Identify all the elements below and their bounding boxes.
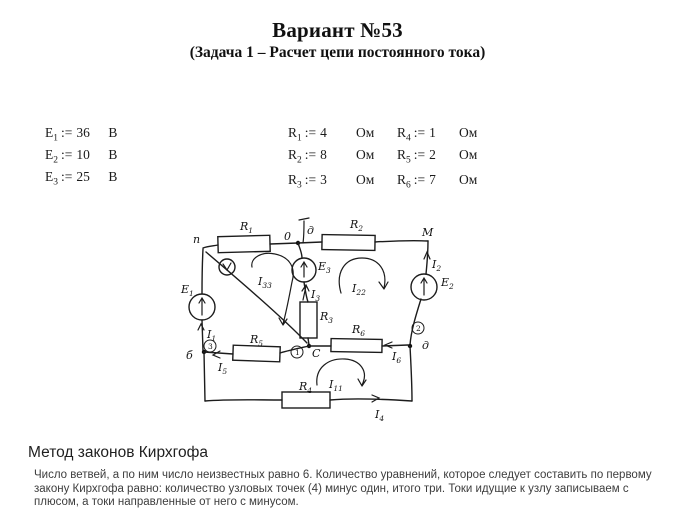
emf-symbol: E bbox=[45, 125, 54, 140]
wire-node2-corner bbox=[410, 346, 412, 401]
page-title: Вариант №53 bbox=[272, 18, 403, 42]
node-label-b: б bbox=[186, 349, 193, 362]
direction-marker-glyph bbox=[223, 263, 231, 270]
label-r5: $R_5$ bbox=[250, 333, 264, 348]
emf-value: 36 bbox=[76, 125, 90, 140]
resistor-value: 1 bbox=[429, 125, 436, 140]
resistor-row bbox=[288, 122, 477, 144]
loop-arrow-i33 bbox=[252, 253, 293, 325]
resistor-unit: Ом bbox=[356, 147, 375, 162]
label-r2: $R_2$ bbox=[350, 218, 364, 233]
resistor-value: 8 bbox=[320, 147, 327, 162]
assign-operator: := bbox=[61, 147, 73, 162]
resistor-subscript: 4 bbox=[406, 133, 411, 144]
node-label-m: M bbox=[422, 226, 434, 239]
source-e3-arrow bbox=[301, 262, 307, 277]
node-label-d-right: д bbox=[422, 339, 429, 352]
resistor-r3 bbox=[300, 302, 317, 338]
resistor-values bbox=[288, 122, 477, 191]
resistor-r5 bbox=[233, 345, 280, 362]
resistor-symbol: R bbox=[288, 172, 298, 187]
label-r3: $R_3$ bbox=[320, 310, 334, 325]
method-paragraph: Число ветвей, а по ним число неизвестных равно 6. Количество уравнений, которое следует составить по первому закону Кирхгофа равно: количество узловых точек (4) минус один, итого три. Токи идущие к узлу записываем с плюсом, а токи направленные от него с минусом. bbox=[34, 469, 652, 509]
node-number-2: 2 bbox=[416, 324, 421, 333]
wire-e1-b bbox=[202, 320, 203, 351]
label-i3: $I_3$ bbox=[311, 288, 321, 303]
resistor-subscript: 3 bbox=[297, 180, 302, 191]
assign-operator: := bbox=[304, 125, 317, 140]
resistor-symbol: R bbox=[397, 147, 407, 162]
wire-junction-e3 bbox=[298, 243, 302, 258]
emf-unit: В bbox=[108, 147, 118, 162]
emf-row bbox=[45, 166, 117, 188]
label-e2: $E_2$ bbox=[441, 276, 454, 291]
emf-subscript: 1 bbox=[53, 133, 58, 144]
resistor-unit: Ом bbox=[356, 125, 375, 140]
label-r6: $R_6$ bbox=[352, 323, 366, 338]
resistor-r6 bbox=[331, 339, 382, 353]
assign-operator: := bbox=[413, 172, 426, 187]
emf-row bbox=[45, 122, 117, 144]
assign-operator: := bbox=[413, 125, 426, 140]
label-e3: $E_3$ bbox=[318, 260, 331, 275]
wire-bottom-right bbox=[330, 399, 412, 401]
direction-marker-icon bbox=[219, 259, 235, 275]
resistor-row bbox=[288, 144, 477, 166]
emf-symbol: E bbox=[45, 147, 54, 162]
node-label-n: n bbox=[193, 233, 201, 246]
assign-operator: := bbox=[61, 125, 73, 140]
label-e1: $E_1$ bbox=[181, 283, 194, 298]
emf-subscript: 3 bbox=[53, 177, 58, 188]
resistor-symbol: R bbox=[397, 125, 407, 140]
resistor-symbol: R bbox=[397, 172, 407, 187]
label-i22: $I_{22}$ bbox=[352, 282, 366, 297]
resistor-r2 bbox=[322, 235, 375, 251]
resistor-unit: Ом bbox=[459, 172, 478, 187]
emf-value: 25 bbox=[76, 169, 90, 184]
node-label-c: C bbox=[312, 347, 321, 360]
assign-operator: := bbox=[304, 172, 317, 187]
emf-symbol: E bbox=[45, 169, 54, 184]
source-e1-arrow bbox=[199, 298, 205, 315]
source-e2-arrow bbox=[421, 278, 427, 295]
label-i2: $I_2$ bbox=[432, 258, 442, 273]
wire-r2-m bbox=[375, 241, 428, 242]
assign-operator: := bbox=[304, 147, 317, 162]
resistor-value: 4 bbox=[320, 125, 327, 140]
emf-unit: В bbox=[108, 169, 118, 184]
label-i4: $I_4$ bbox=[375, 408, 385, 423]
page-subtitle: (Задача 1 – Расчет цепи постоянного тока) bbox=[189, 44, 486, 61]
wire-bottom-left bbox=[205, 400, 282, 401]
label-i1: $I_1$ bbox=[207, 328, 217, 343]
node-label-d-top: д bbox=[307, 224, 314, 237]
node-number-1: 1 bbox=[295, 348, 300, 357]
loop-arrow-i11 bbox=[317, 359, 366, 386]
resistor-unit: Ом bbox=[459, 125, 478, 140]
resistor-symbol: R bbox=[288, 147, 298, 162]
resistor-unit: Ом bbox=[356, 172, 375, 187]
method-heading: Метод законов Кирхгофа bbox=[28, 444, 208, 461]
resistor-value: 2 bbox=[429, 147, 436, 162]
wire-m-e2 bbox=[426, 241, 428, 274]
assign-operator: := bbox=[413, 147, 426, 162]
resistor-r4 bbox=[282, 392, 330, 408]
node-label-0: 0 bbox=[284, 230, 291, 243]
wire-junction-r2 bbox=[298, 242, 322, 243]
node-number-3: 3 bbox=[208, 342, 213, 351]
label-r4: $R_4$ bbox=[299, 380, 313, 395]
circuit-diagram bbox=[168, 198, 476, 442]
resistor-subscript: 1 bbox=[297, 133, 302, 144]
resistor-value: 7 bbox=[429, 172, 436, 187]
resistor-symbol: R bbox=[288, 125, 298, 140]
resistor-row bbox=[288, 169, 477, 191]
label-i11: $I_{11}$ bbox=[329, 378, 343, 393]
label-i33: $I_{33}$ bbox=[258, 275, 272, 290]
wire-r1-junction bbox=[270, 243, 298, 244]
label-r1: $R_1$ bbox=[240, 220, 254, 235]
label-i5: $I_5$ bbox=[218, 361, 228, 376]
emf-value: 10 bbox=[76, 147, 90, 162]
resistor-r1 bbox=[218, 235, 270, 252]
label-i6: $I_6$ bbox=[392, 350, 402, 365]
resistor-unit: Ом bbox=[459, 147, 478, 162]
wire-n-e1 bbox=[202, 249, 203, 294]
current-arrow-i1 bbox=[198, 324, 204, 330]
resistor-subscript: 2 bbox=[297, 155, 302, 166]
assign-operator: := bbox=[61, 169, 73, 184]
resistor-subscript: 6 bbox=[406, 180, 411, 191]
emf-subscript: 2 bbox=[53, 155, 58, 166]
emf-row bbox=[45, 144, 117, 166]
wire-top-left bbox=[203, 245, 218, 248]
wire-b-corner bbox=[204, 352, 205, 401]
emf-unit: В bbox=[108, 125, 118, 140]
emf-values bbox=[45, 122, 117, 188]
resistor-subscript: 5 bbox=[406, 155, 411, 166]
resistor-value: 3 bbox=[320, 172, 327, 187]
